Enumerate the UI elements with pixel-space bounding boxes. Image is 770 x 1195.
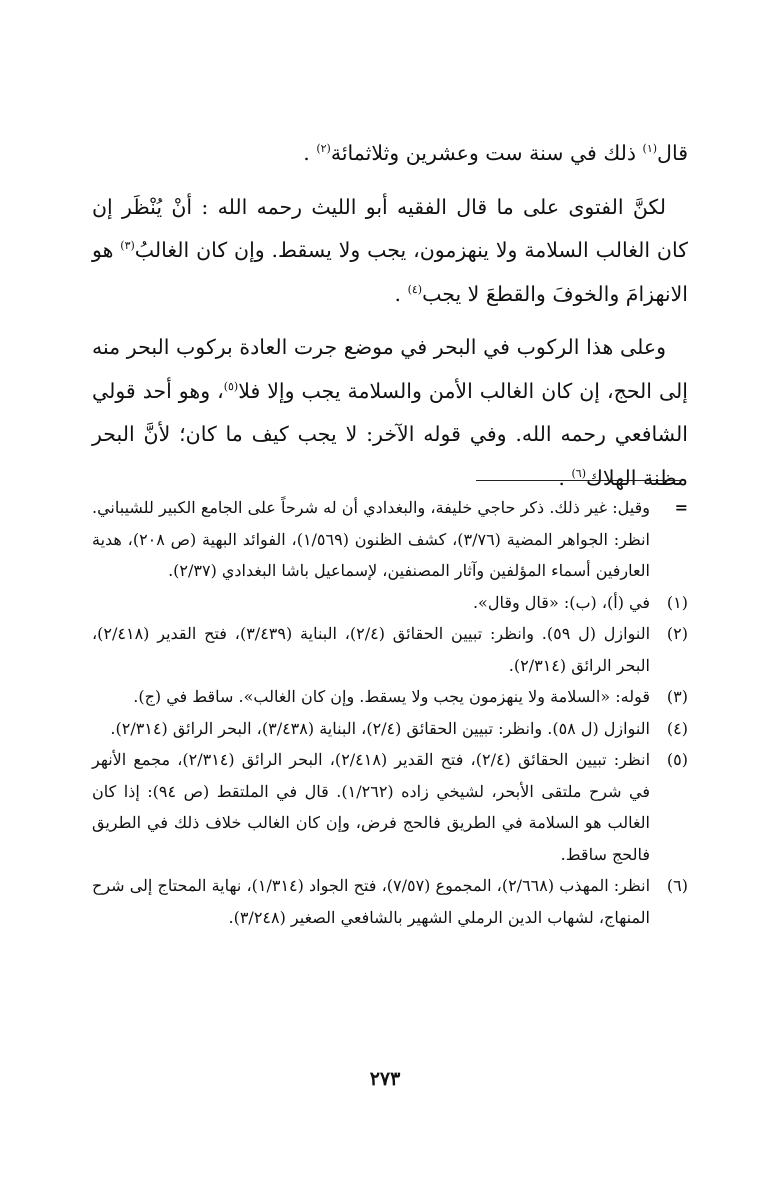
footnote-4 [92,713,688,745]
footnote-text: انظر: المهذب (٢/٦٦٨)، المجموع (٧/٥٧)، فتح الجواد (١/٣١٤)، نهاية المحتاج إلى شرح المنهاج، لشهاب الدين الرملي الشهير بالشافعي الصغير (٣/٢٤٨). [92,876,651,927]
footnote-ref-3: (٣) [120,239,135,253]
footnote-5 [92,744,688,870]
footnote-6 [92,870,688,933]
footnote-1 [92,587,688,619]
footnote-number: (١) [666,592,688,612]
paragraph-3: وعلى هذا الركوب في البحر في موضع جرت العادة بركوب البحر منه إلى الحج، إن كان الغالب الأمن والسلامة يجب وإلا فلا$^{(٥)}$، وهو أحد قولي الشافعي رحمه الله. وفي قوله الآخر: لا يجب كيف ما كان؛ لأنَّ البحر مظنة الهلاك$^{(٦)}$ . [92,335,688,490]
footnote-ref-2: (٢) [316,142,331,156]
footnote-separator [476,480,682,481]
footnotes [92,492,688,933]
footnote-text: النوازل (ل ٥٩). وانظر: تبيين الحقائق (٢/٤)، البناية (٣/٤٣٩)، فتح القدير (٢/٤١٨)، البحر الرائق (٢/٣١٤). [92,624,651,675]
paragraph-2: لكنَّ الفتوى على ما قال الفقيه أبو الليث رحمه الله : أنْ يُنْظَر إن كان الغالب السلامة ولا ينهزمون، يجب ولا يسقط. وإن كان الغالبُ$^{(٣)}$ هو الانهزامَ والخوفَ والقطعَ لا يجب$^{(٤)}$ . [92,194,688,306]
footnote-ref-5: (٥) [223,379,239,393]
footnote-number: (٢) [666,624,688,643]
footnote-ref-1: (١) [642,142,658,156]
footnote-ref-4: (٤) [407,282,423,296]
footnote-number: (٥) [666,750,688,769]
main-text [92,132,688,500]
footnote-text: انظر: تبيين الحقائق (٢/٤)، فتح القدير (٢/٤١٨)، البحر الرائق (٢/٣١٤)، مجمع الأنهر في شرح ملتقى الأبحر، لشيخي زاده (١/٢٦٢). قال في الملتقط (ص ٩٤): إذا كان الغالب هو السلامة في الطريق فالحج فرض، وإن كان الغالب خلاف ذلك في الطريق فالحج ساقط. [92,750,651,864]
footnote-number: (٣) [666,687,688,706]
footnote-number: (٤) [666,718,688,738]
footnote-number: (٦) [666,876,688,895]
footnote-2 [92,618,688,681]
footnote-text: النوازل (ل ٥٨). وانظر: تبيين الحقائق (٢/٤)، البناية (٣/٤٣٨)، البحر الرائق (٢/٣١٤). [110,718,650,738]
paragraph-1: قال$^{(١)}$ ذلك في سنة ست وعشرين وثلاثمائة$^{(٢)}$ . [303,141,688,165]
footnote-continuation [92,492,688,587]
continuation-mark: = [674,498,688,517]
footnote-ref-6: (٦) [571,466,586,480]
footnote-text: وقيل: غير ذلك. ذكر حاجي خليفة، والبغدادي أن له شرحاً على الجامع الكبير للشيباني. انظر: الجواهر المضية (٣/٧٦)، كشف الظنون (١/٥٦٩)، الفوائد البهية (ص ٢٠٨)، هدية العارفين أسماء المؤلفين وآثار المصنفين، لإسماعيل باشا البغدادي (٢/٣٧). [92,498,651,580]
footnote-text: في (أ)، (ب): «قال وقال». [472,592,650,612]
page-number: ٢٧٣ [369,1068,401,1090]
footnote-text: قوله: «السلامة ولا ينهزمون يجب ولا يسقط. وإن كان الغالب». ساقط في (ج). [133,687,650,706]
footnote-3 [92,681,688,713]
